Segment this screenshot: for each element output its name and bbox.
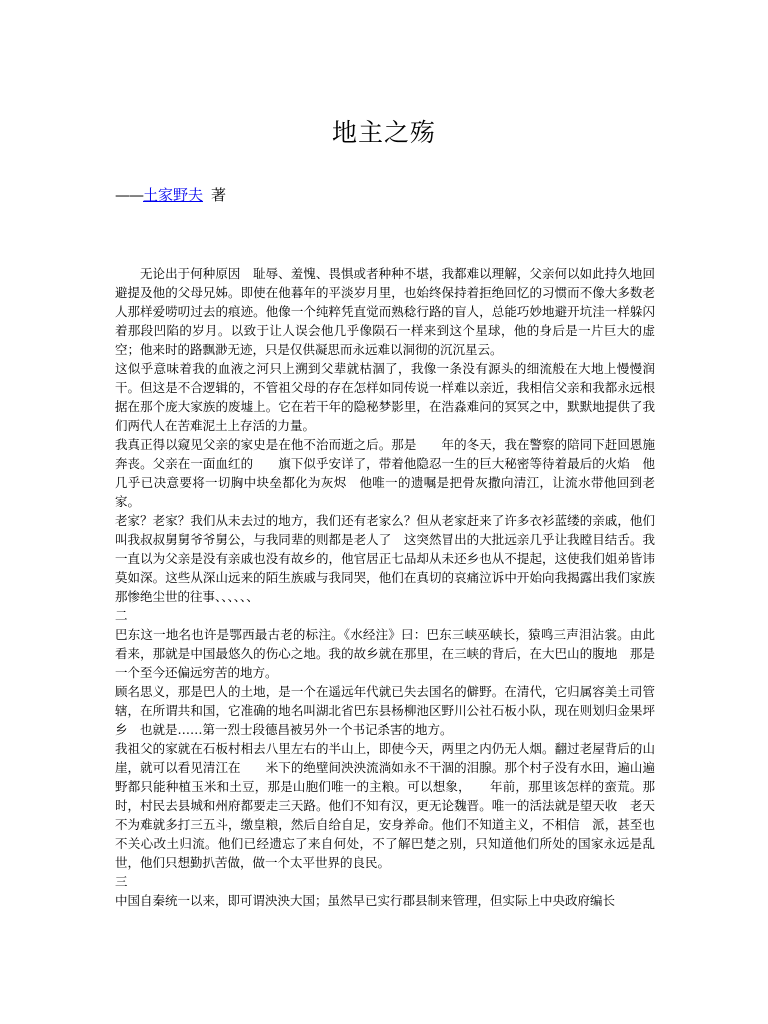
document-body (115, 264, 655, 910)
paragraph: 中国自秦统一以来，即可谓泱泱大国；虽然早已实行郡县制来管理，但实际上中央政府编长 (115, 893, 616, 908)
document-title: 地主之殇 (331, 118, 436, 147)
paragraph: 这似乎意味着我的血液之河只上溯到父辈就枯涸了，我像一条没有源头的细流般在大地上慢慢润干。但这是不合逻辑的，不管祖父母的存在怎样如同传说一样难以亲近，我相信父亲和我都永远根据在那个庞大家族的废墟上。它在若干年的隐秘梦影里，在浩淼难问的冥冥之中，默默地提供了我们两代人在苦难泥土上存活的力量。 (115, 361, 655, 433)
paragraph: 顾名思义，那是巴人的土地，是一个在遥远年代就已失去国名的僻野。在清代，它归属容美土司管辖，在所谓共和国，它准确的地名叫湖北省巴东县杨柳池区野川公社石板小队，现在则划归金果坪乡 也就是……第一烈士段德昌被另外一个书记杀害的地方。 (115, 684, 655, 737)
paragraph: 我祖父的家就在石板村相去八里左右的半山上，即使今天，两里之内仍无人烟。翻过老屋背后的山崖，就可以看见清江在 米下的绝壁间泱泱流淌如永不干涸的泪腺。那个村子没有水田，遍山遍野都只能种植玉米和土豆，那是山胞们唯一的主粮。可以想象， 年前，那里该怎样的蛮荒。那时，村民去县城和州府都要走三天路。他们不知有汉，更无论魏晋。唯一的活法就是望天收 老天不为难就多打三五斗，缴皇粮，然后自给自足，安身养命。他们不知道主义，不相信 派，甚至也不关心改土归流。他们已经遗忘了来自何处，不了解巴楚之别，只知道他们所处的国家永远是乱世，他们只想勤扒苦做，做一个太平世界的良民。 (115, 741, 655, 870)
paragraph: 二 (115, 608, 128, 623)
paragraph: 三 (115, 874, 128, 889)
paragraph: 老家？老家？我们从未去过的地方，我们还有老家么？但从老家赶来了许多衣衫蓝缕的亲戚，他们叫我叔叔舅舅爷爷舅公，与我同辈的则都是老人了 这突然冒出的大批远亲几乎让我瞠目结舌。我一直以为父亲是没有亲戚也没有故乡的，他官居正七品却从未还乡也从不提起，这使我们姐弟皆讳莫如深。这些从深山远来的陌生族戚与我同哭，他们在真切的哀痛泣诉中开始向我揭露出我们家族那惨绝尘世的往事、、、、、、 (115, 513, 655, 604)
paragraph: 无论出于何种原因 耻辱、羞愧、畏惧或者种种不堪，我都难以理解，父亲何以如此持久地回避提及他的父母兄姊。即使在他暮年的平淡岁月里，也始终保持着拒绝回忆的习惯而不像大多数老人那样爱唠叨过去的痕迹。他像一个纯粹凭直觉而熟稔行路的盲人，总能巧妙地避开坑洼一样躲闪着那段凹陷的岁月。以致于让人误会他几乎像陨石一样来到这个星球，他的身后是一片巨大的虚空；他来时的路飘渺无迹，只是仅供凝思而永远难以洞彻的沉沉星云。 (115, 266, 655, 357)
byline-dash: —— (115, 186, 143, 204)
byline (115, 184, 226, 205)
byline-role: 著 (211, 186, 227, 204)
paragraph: 巴东这一地名也许是鄂西最古老的标注。《水经注》曰：巴东三峡巫峡长，猿鸣三声泪沾裳。由此看来，那就是中国最悠久的伤心之地。我的故乡就在那里，在三峡的背后，在大巴山的腹地 那是一个至今还偏远穷苦的地方。 (115, 627, 655, 680)
paragraph: 我真正得以窥见父亲的家史是在他不治而逝之后。那是 年的冬天，我在警察的陪同下赶回恩施奔丧。父亲在一面血红的 旗下似乎安详了，带着他隐忍一生的巨大秘密等待着最后的火焰 他几乎已决意要将一切胸中块垒都化为灰烬 他唯一的遗嘱是把骨灰撒向清江，让流水带他回到老家。 (115, 437, 655, 509)
author-link[interactable]: 土家野夫 (143, 186, 204, 204)
